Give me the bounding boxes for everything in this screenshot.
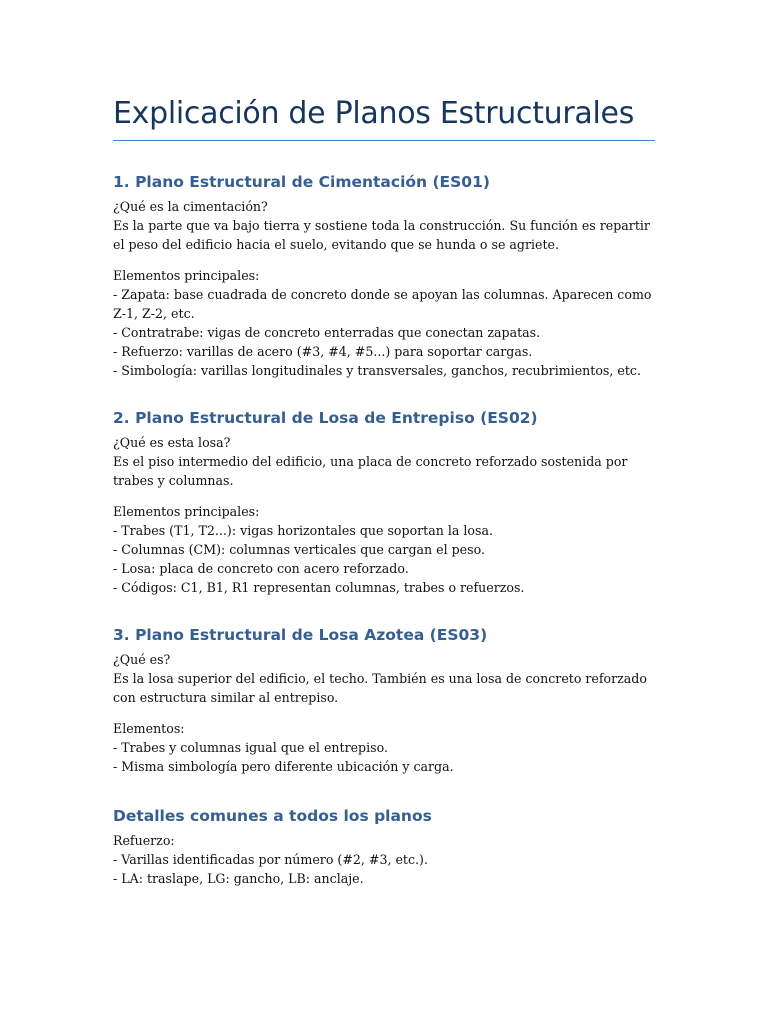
list-item: - Zapata: base cuadrada de concreto donde se apoyan las columnas. Aparecen como Z-1, Z-2, etc. xyxy=(113,287,652,321)
section-detalles-comunes xyxy=(113,805,655,888)
section-question: ¿Qué es esta losa? xyxy=(113,435,231,450)
section-heading: 1. Plano Estructural de Cimentación (ES01) xyxy=(113,173,490,191)
section-heading: Detalles comunes a todos los planos xyxy=(113,807,432,825)
section-answer: Es la parte que va bajo tierra y sostiene toda la construcción. Su función es repartir el peso del edificio hacia el suelo, evitando que se hunda o se agriete. xyxy=(113,218,650,252)
section-answer: Es la losa superior del edificio, el techo. También es una losa de concreto reforzado con estructura similar al entrepiso. xyxy=(113,671,647,705)
section-heading: 3. Plano Estructural de Losa Azotea (ES03) xyxy=(113,626,488,644)
list-title: Refuerzo: xyxy=(113,833,175,848)
list-item: - Columnas (CM): columnas verticales que cargan el peso. xyxy=(113,542,485,557)
list-item: - Simbología: varillas longitudinales y transversales, ganchos, recubrimientos, etc. xyxy=(113,363,641,378)
list-title: Elementos: xyxy=(113,721,185,736)
list-item: - Misma simbología pero diferente ubicación y carga. xyxy=(113,759,454,774)
paragraph-gap xyxy=(113,490,655,502)
section-losa-entrepiso xyxy=(113,407,655,597)
list-item: - Trabes (T1, T2...): vigas horizontales que soportan la losa. xyxy=(113,523,493,538)
section-body xyxy=(113,433,655,597)
section-losa-azotea xyxy=(113,624,655,776)
title-underline xyxy=(113,140,655,141)
list-item: - Refuerzo: varillas de acero (#3, #4, #5...) para soportar cargas. xyxy=(113,344,533,359)
list-item: - Contratrabe: vigas de concreto enterradas que conectan zapatas. xyxy=(113,325,541,340)
section-body xyxy=(113,650,655,776)
list-title: Elementos principales: xyxy=(113,504,260,519)
section-question: ¿Qué es? xyxy=(113,652,171,667)
document-title: Explicación de Planos Estructurales xyxy=(113,96,635,131)
section-heading: 2. Plano Estructural de Losa de Entrepiso (ES02) xyxy=(113,409,538,427)
list-item: - LA: traslape, LG: gancho, LB: anclaje. xyxy=(113,871,364,886)
section-cimentacion xyxy=(113,171,655,380)
list-item: - Losa: placa de concreto con acero reforzado. xyxy=(113,561,409,576)
section-body xyxy=(113,197,655,380)
list-title: Elementos principales: xyxy=(113,268,260,283)
list-item: - Varillas identificadas por número (#2, #3, etc.). xyxy=(113,852,428,867)
paragraph-gap xyxy=(113,254,655,266)
section-question: ¿Qué es la cimentación? xyxy=(113,199,268,214)
section-answer: Es el piso intermedio del edificio, una placa de concreto reforzado sostenida por trabes y columnas. xyxy=(113,454,628,488)
list-item: - Códigos: C1, B1, R1 representan columnas, trabes o refuerzos. xyxy=(113,580,525,595)
section-body xyxy=(113,831,655,888)
list-item: - Trabes y columnas igual que el entrepiso. xyxy=(113,740,388,755)
paragraph-gap xyxy=(113,707,655,719)
